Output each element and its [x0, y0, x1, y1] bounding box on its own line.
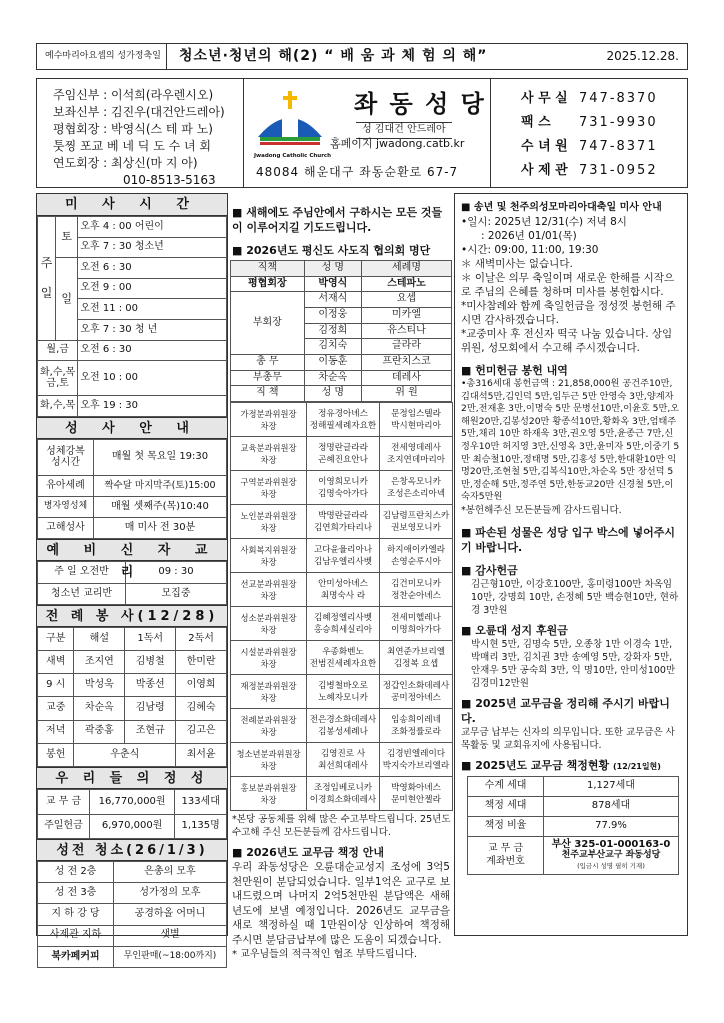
mass-info-line: *미사참례와 함께 축일헌금을 정성껏 봉헌해 주시면 감사하겠습니다.: [461, 300, 676, 326]
council-title: ■ 2026년도 평신도 사도직 협의회 명단: [232, 244, 431, 257]
status-label: 책정 비율: [468, 816, 544, 836]
thanks-offering-list: 김근형10만, 이강호100만, 홍미령100만 차옥임10만, 강명희 10만, 손정혜 5만 백승현10만, 현하경 3만원: [471, 578, 679, 616]
contact-box: [490, 78, 688, 188]
committee-member: 김남령프란치스카 권보영모니카: [380, 505, 453, 539]
committee-row: [231, 607, 453, 641]
committee-member: 은창옥모니카 조성은소리아넥: [380, 471, 453, 505]
pilgrimage-list: 박시현 5만, 김명숙 5만, 오종창 1만 이경숙 1만, 박매리 3만, 김치권 3만 송예영 5만, 강화자 5만, 안재우 5만 공숙희 3만, 익 명10만, 안미성100만 김경미12만원: [471, 638, 676, 689]
mass-time: 오전 6 : 30: [78, 340, 227, 361]
feast-name: 예수마리아요셉의 성가정축일: [37, 44, 167, 69]
mass-day: 화,수,목 금,토: [38, 361, 78, 396]
mass-time: 오후 19 : 30: [78, 396, 227, 417]
broken-items-notice: ■ 파손된 성물은 성당 입구 박스에 넣어주시기 바랍니다.: [461, 525, 676, 554]
council-baptism: 프란치스코: [362, 354, 452, 370]
mass-info-line: : 2026년 01/01(목): [461, 230, 577, 242]
cleaning-group: 무인판매(~18:00까지): [114, 946, 227, 967]
altar-person: 김병철: [125, 651, 176, 674]
offering-amount: 16,770,000원: [89, 790, 175, 815]
committee-role: 가정분과위원장 차장: [231, 403, 307, 437]
mass-sun: 일: [56, 258, 78, 340]
cleaning-area: 성 전 2층: [38, 862, 114, 883]
status-value: 878세대: [544, 796, 679, 816]
sacrament-time: 매 미사 전 30분: [94, 517, 227, 538]
cleaning-group: 은총의 모후: [114, 862, 227, 883]
mass-info-line: ＊ 이날은 의무 축일이며 새로운 한해를 시작으로 주님의 은혜를 청하며 미사를 봉헌합시다.: [461, 272, 675, 298]
altar-service-title: 전 례 봉 사(12/28): [37, 605, 227, 627]
mass-info-line: *교중미사 후 전신자 떡국 나눔 있습니다. 상임위원, 성모회에서 수고해 주시겠습니다.: [461, 328, 673, 354]
altar-person: 박성욱: [74, 674, 125, 697]
council-head: 세례명: [362, 261, 452, 277]
cleaning-title: 성전 청소(26/1/3): [37, 839, 227, 861]
mass-sunday: 주 일: [38, 217, 56, 341]
committee-row: [231, 675, 453, 709]
mass-time: 오후 4 : 00 어린이: [78, 217, 227, 238]
council-baptism: 유스티나: [362, 323, 452, 339]
mass-time: 오후 7 : 30 청 년: [78, 320, 227, 341]
levy-reminder-text: 교무금 납부는 신자의 의무입니다. 또한 교무금은 사목활동 및 교회유지에 사용됩니다.: [461, 726, 675, 751]
contact-rectory: 사 제 관 731-0952: [521, 163, 658, 178]
altar-person: 한미란: [176, 651, 227, 674]
committee-role: 청소년분과위원장 차장: [231, 743, 307, 777]
mass-time: 오전 10 : 00: [78, 361, 227, 396]
committee-role: 전례분과위원장 차장: [231, 709, 307, 743]
offering-kind: 주일헌금: [38, 814, 90, 839]
levy-status-title: [461, 752, 681, 774]
levy-text: 우리 좌동성당은 오륜대순교성지 조성에 3억5천만원이 분담되었습니다. 일부1억은 교구로 보내드렸으며 나머지 2억5천만원 분담액은 새해년도에 보낼 예정입니다. 2026년도 교무금을 새로 책정하실 때 1만원이상 인상하여 책정해 주시면 분담금납부에 많은 도움이 되겠습니다.: [232, 861, 450, 946]
donation-note: *봉헌해주신 모든분들께 감사드립니다.: [461, 504, 622, 516]
altar-slot: 새벽: [38, 651, 74, 674]
altar-person: 이영희: [176, 674, 227, 697]
clergy-box: [36, 78, 244, 188]
sacrament-table: [37, 439, 227, 539]
altar-person: 김혜숙: [176, 697, 227, 720]
committee-member: 하지애이카엘라 손영순루시아: [380, 539, 453, 573]
committee-row: [231, 573, 453, 607]
cleaning-group: 샛별: [114, 925, 227, 946]
sacrament-time: 매월 첫 목요일 19:30: [94, 440, 227, 476]
offering-title: 우 리 들 의 정 성: [37, 767, 227, 789]
council-baptism: 요셉: [362, 292, 452, 308]
account-label: 교 무 금 계좌번호: [468, 836, 544, 874]
committee-row: [231, 471, 453, 505]
offering-amount: 6,970,000원: [89, 814, 175, 839]
sacrament-time: 짝수달 마지막주(토)15:00: [94, 475, 227, 496]
committee-leader: 박명란글라라 김연희가타리나: [307, 505, 380, 539]
mass-sat: 토: [56, 217, 78, 258]
mass-time: 오후 7 : 30 청소년: [78, 237, 227, 258]
committee-member: 김건미모니카 정찬순아녜스: [380, 573, 453, 607]
council-name: 박영식: [304, 276, 361, 292]
altar-head: 구분: [38, 628, 74, 651]
sacrament-name: 유아세례: [38, 475, 94, 496]
sacrament-name: 고해성사: [38, 517, 94, 538]
altar-head: 1독서: [125, 628, 176, 651]
altar-person: 조현규: [125, 720, 176, 743]
council-baptism: 데레사: [362, 370, 452, 386]
council-role: 평협회장: [231, 276, 305, 292]
bulletin-date: 2025.12.28.: [606, 49, 679, 63]
contact-fax: 팩 스 731-9930: [521, 115, 658, 130]
committee-leader: 안미성아녜스 최명숙사 라: [307, 573, 380, 607]
committee-role: 노인분과위원장 차장: [231, 505, 307, 539]
committee-member: 박영화아녜스 문미현안젤라: [380, 777, 453, 811]
altar-person: 곽중홍: [74, 720, 125, 743]
mass-time: 오전 11 : 00: [78, 299, 227, 320]
committee-role: 선교분과위원장 차장: [231, 573, 307, 607]
committee-leader: 우종화벤노 전범진세례자요한: [307, 641, 380, 675]
council-note: *본당 공동체를 위해 많은 수고부탁드립니다. 25년도 수고해 주신 모든분들께 감사드립니다.: [232, 814, 451, 838]
cleaning-group: 공경하올 어머니: [114, 904, 227, 925]
mass-day: 화,수,목: [38, 396, 78, 417]
altar-slot: 저녁: [38, 720, 74, 743]
church-logo-icon: [250, 89, 330, 149]
committee-row: [231, 437, 453, 471]
sacrament-title: 성 사 안 내: [37, 417, 227, 439]
committee-leader: 김병철바오로 노혜자모니카: [307, 675, 380, 709]
catechism-title: 예 비 신 자 교 리: [37, 539, 227, 561]
church-box: [244, 78, 490, 188]
committee-member: 임송희이레네 조화정률로라: [380, 709, 453, 743]
committee-row: [231, 743, 453, 777]
status-value: 77.9%: [544, 816, 679, 836]
committee-leader: 조정임베로니카 이경희소화데레사: [307, 777, 380, 811]
new-year-greeting: ■ 새해에도 주님안에서 구하시는 모든 것들이 이루어지길 기도드립니다.: [232, 206, 443, 234]
committee-head: 직 책: [231, 386, 305, 402]
committee-row: [231, 777, 453, 811]
contact-convent: 수 녀 원 747-8371: [521, 139, 658, 154]
catechism-class: 주 일 오전반: [38, 562, 126, 584]
mass-info-line: •일시: 2025년 12/31(수) 저녁 8시: [461, 216, 627, 228]
catechism-class: 청소년 교리반: [38, 583, 126, 605]
website-link[interactable]: 홈페이지 jwadong.catb.kr: [330, 137, 465, 150]
council-head: 직책: [231, 261, 305, 277]
committee-row: [231, 539, 453, 573]
committee-leader: 김혜정엘리사벳 홍승희세실리아: [307, 607, 380, 641]
offering-count: 1,135명: [175, 814, 227, 839]
sacrament-name: 성체강복 성시간: [38, 440, 94, 476]
altar-slot: 9 시: [38, 674, 74, 697]
status-value: 1,127세대: [544, 776, 679, 796]
offering-table: [37, 789, 227, 839]
catechism-time: 모집중: [126, 583, 227, 605]
sisters: 툿찡 포교 베 네 딕 도 수 녀 회: [53, 139, 212, 153]
funeral-president: 연도회장 : 최상신(마 지 아): [53, 156, 198, 170]
account-info: [544, 836, 679, 874]
offering-count: 133세대: [175, 790, 227, 815]
committee-role: 교육분과위원장 차장: [231, 437, 307, 471]
committee-row: [231, 505, 453, 539]
altar-slot: 교중: [38, 697, 74, 720]
committee-head: 위 원: [362, 386, 452, 402]
levy-note: * 교우님들의 적극적인 협조 부탁드립니다.: [232, 949, 418, 960]
thanks-offering-title: ■ 감사헌금: [461, 563, 518, 577]
year-theme: 청소년·청년의 해(2) “ 배 움 과 체 험 의 해”: [179, 47, 488, 64]
church-logo: [250, 89, 330, 161]
mass-info-line: •시간: 09:00, 11:00, 19:30: [461, 244, 599, 256]
mass-time: 오전 6 : 30: [78, 258, 227, 279]
altar-person: 최서윤: [176, 743, 227, 766]
altar-service-table: [37, 627, 227, 767]
council-name: 차순옥: [304, 370, 361, 386]
sacrament-name: 병자영성체: [38, 496, 94, 517]
logo-caption: Jwadong Catholic Church: [254, 152, 332, 159]
committee-role: 성소분과위원장 차장: [231, 607, 307, 641]
cleaning-group: 성가정의 모후: [114, 883, 227, 904]
cleaning-area: 성 전 3층: [38, 883, 114, 904]
council-president: 평협회장 : 박영식(스 테 파 노): [53, 122, 213, 136]
committee-leader: 고다윤율리아나 김남우엘리사벳: [307, 539, 380, 573]
funeral-phone: 010-8513-5163: [123, 173, 216, 187]
council-table: [230, 260, 452, 402]
mass-day: 월,금: [38, 340, 78, 361]
altar-person: 김남령: [125, 697, 176, 720]
account-holder: 천주교부산교구 좌동성당: [561, 849, 661, 860]
levy-title: ■ 2026년도 교무금 책정 안내: [232, 846, 384, 859]
cleaning-area: 북카페커피: [38, 946, 114, 967]
levy-reminder-title: ■ 2025년 교무금을 정리해 주시기 바랍니다.: [461, 696, 670, 725]
council-name: 이동훈: [304, 354, 361, 370]
status-label: 수계 세대: [468, 776, 544, 796]
levy-status-date: (12/21일현): [612, 761, 661, 771]
committee-leader: 정명란글라라 곤혜진요안나: [307, 437, 380, 471]
status-label: 책정 세대: [468, 796, 544, 816]
council-baptism: 미카엘: [362, 307, 452, 323]
altar-person: 우춘식: [74, 743, 176, 766]
altar-head: 2독서: [176, 628, 227, 651]
committee-row: [231, 709, 453, 743]
committee-role: 구역분과위원장 차장: [231, 471, 307, 505]
council-baptism: 글라라: [362, 339, 452, 355]
committee-member: 김경빈엘레이다 박지숙가브리엘라: [380, 743, 453, 777]
account-number: 부산 325-01-000163-0: [551, 838, 671, 850]
altar-person: 박종선: [125, 674, 176, 697]
committee-role: 시설분과위원장 차장: [231, 641, 307, 675]
committee-member: 문정임스텔라 박시현마리아: [380, 403, 453, 437]
committee-member: 전세영데레사 조지연데마리아: [380, 437, 453, 471]
mass-schedule-title: 미 사 시 간: [37, 194, 227, 216]
altar-person: 차순옥: [74, 697, 125, 720]
levy-status-table: [467, 776, 679, 875]
committee-role: 홍보분과위원장 차장: [231, 777, 307, 811]
altar-person: 조지연: [74, 651, 125, 674]
left-column: [36, 193, 228, 962]
church-name: 좌 동 성 당: [354, 90, 486, 118]
committee-member: 전세미헬레나 이명희아가다: [380, 607, 453, 641]
committee-member: 최연준가브리엘 김정복 요셉: [380, 641, 453, 675]
church-address: 48084 해운대구 좌동순환로 67-7: [256, 165, 459, 179]
committee-row: [231, 403, 453, 437]
altar-person: 김고은: [176, 720, 227, 743]
altar-slot: 봉헌: [38, 743, 74, 766]
committee-member: 정갑인소화데레사 공미정아녜스: [380, 675, 453, 709]
middle-column: [228, 193, 454, 960]
cleaning-area: 사제관 지하: [38, 925, 114, 946]
account-note: (입금시 성명 필히 기재): [577, 861, 645, 870]
committee-leader: 정유경아녜스 정해필세례자요한: [307, 403, 380, 437]
committee-table: [230, 402, 453, 811]
year-end-mass-title: ■ 송년 및 천주의성모마리아대축일 미사 안내: [461, 202, 662, 213]
bulletin-header: [36, 43, 688, 70]
council-name: 김정희: [304, 323, 361, 339]
cleaning-area: 지 하 강 당: [38, 904, 114, 925]
council-head: 성 명: [304, 261, 361, 277]
committee-leader: 김영진로 사 최선희대레사: [307, 743, 380, 777]
sacrament-time: 매월 셋째주(목)10:40: [94, 496, 227, 517]
council-name: 서재식: [304, 292, 361, 308]
assistant-priest: 보좌신부 : 김진우(대건안드레아): [53, 105, 225, 119]
council-name: 김치숙: [304, 339, 361, 355]
donation-list: •총316세대 봉헌금액 : 21,858,000원 공건주10만,김대석5만,김인덕 5만,임두근 5만 안영숙 3만,양계자 2만,전재훈 3만,이명숙 5만 문병선10만,이윤호 5만,오해원20만,김봉성20만 황종석10만,황화옥 3만,엄태주 5만,채리 10만 하재욱 3만,권오영 5만,윤종근 7만,신정우10만 허지영 3만,신영옥 3만,윤미자 5만,이중기 5만 최승철10만,정태명 5만,김홍성 5만,한대환10만 익 명20만,조현철 5만,김복식10만,차순옥 5만 장선덕 5만,정순해 5만,정주연 5만,한동교20만 신경철 5만,이숙자5만원: [461, 378, 680, 503]
committee-head: 성 명: [304, 386, 361, 402]
mass-schedule-table: [37, 216, 227, 417]
mass-info-line: ＊ 새벽미사는 없습니다.: [461, 258, 573, 270]
altar-head: 해설: [74, 628, 125, 651]
cleaning-table: [37, 861, 227, 968]
council-name: 이정웅: [304, 307, 361, 323]
committee-leader: 전은경소화데레사 김봉성세례나: [307, 709, 380, 743]
council-role: 부총무: [231, 370, 305, 386]
mass-time: 오전 9 : 00: [78, 278, 227, 299]
offering-kind: 교 무 금: [38, 790, 90, 815]
donation-title: ■ 헌미헌금 봉헌 내역: [461, 364, 568, 377]
committee-row: [231, 641, 453, 675]
catechism-time: 09 : 30: [126, 562, 227, 584]
pastor: 주임신부 : 이석희(라우렌시오): [53, 88, 214, 102]
council-role: 부회장: [231, 292, 305, 355]
right-column: [454, 193, 688, 936]
council-baptism: 스테파노: [362, 276, 452, 292]
council-role: 총 무: [231, 354, 305, 370]
committee-role: 재정분과위원장 차장: [231, 675, 307, 709]
year-end-mass-info: [461, 215, 681, 355]
pilgrimage-title: ■ 오륜대 성지 후원금: [461, 623, 568, 637]
levy-status-label: ■ 2025년도 교무금 책정현황: [461, 758, 610, 772]
patron-saint: 성 김대건 안드레아: [356, 122, 452, 139]
committee-role: 사회복지위원장 차장: [231, 539, 307, 573]
committee-leader: 이영희모니카 김명숙아가다: [307, 471, 380, 505]
contact-office: 사 무 실 747-8370: [521, 91, 658, 106]
